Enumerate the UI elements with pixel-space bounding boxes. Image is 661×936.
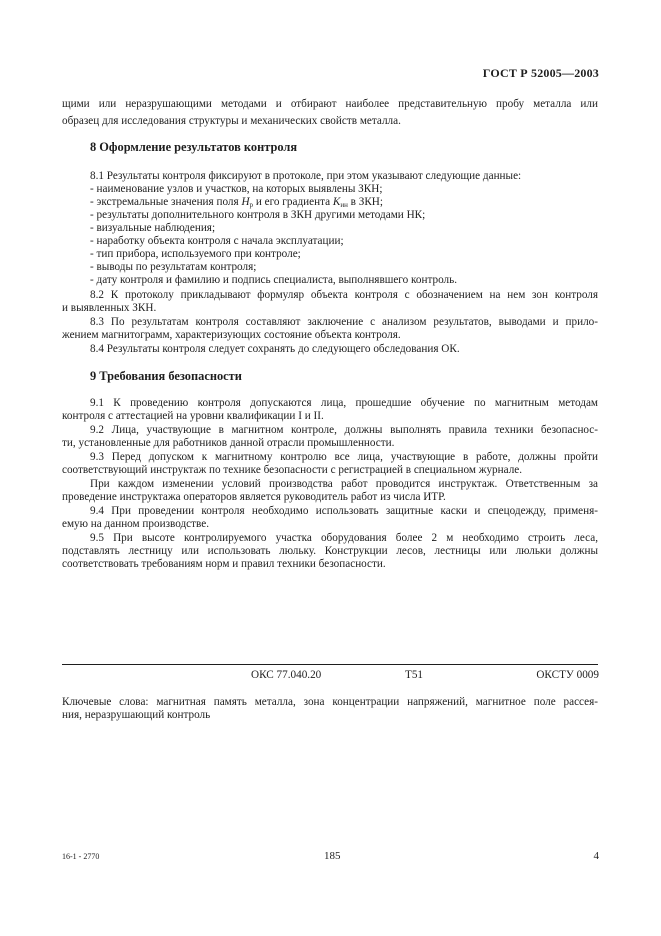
list-item: - наименование узлов и участков, на которых выявлены ЗКН; — [90, 183, 383, 195]
list-item: - результаты дополнительного контроля в ЗКН другими методами НК; — [90, 209, 426, 221]
print-code: 16-1 - 2770 — [62, 852, 100, 861]
body-line: 8.4 Результаты контроля следует сохранять до следующего обследования ОК. — [90, 343, 460, 355]
body-line: 8.1 Результаты контроля фиксируют в протоколе, при этом указывают следующие данные: — [90, 170, 522, 182]
body-line: ти, установленные для работников данной отрасли промышленности. — [62, 437, 395, 449]
body-line: 9.2 Лица, участвующие в магнитном контроле, должны выполнять правила техники безопаснос- — [90, 424, 598, 436]
body-line: 9.5 При высоте контролируемого участка оборудования более 2 м необходимо строить леса, — [90, 532, 598, 544]
body-line: соответствующий инструктаж по технике безопасности с регистрацией в специальном журнале. — [62, 464, 523, 476]
section-9-heading: 9 Требования безопасности — [90, 369, 242, 383]
body-line: емую на данном производстве. — [62, 518, 210, 530]
page-number-center: 185 — [324, 850, 341, 862]
list-item: - дату контроля и фамилию и подпись специалиста, выполнявшего контроль. — [90, 274, 458, 286]
body-line: подставлять лестницу или использовать люльку. Конструкции лесов, лестницы или люльки должны — [62, 545, 598, 557]
list-item: - выводы по результатам контроля; — [90, 261, 257, 273]
page-number-right: 4 — [593, 850, 599, 862]
body-line: 9.4 При проведении контроля необходимо использовать защитные каски и спецодежду, применя- — [90, 505, 598, 517]
body-line: соответствовать требованиям норм и правил техники безопасности. — [62, 558, 386, 570]
list-item: - тип прибора, используемого при контроле; — [90, 248, 301, 260]
list-item: - наработку объекта контроля с начала эксплуатации; — [90, 235, 344, 247]
body-line: образец для исследования структуры и механических свойств металла. — [62, 115, 401, 127]
body-line: 8.2 К протоколу прикладывают формуляр объекта контроля с обозначением на нем зон контроля — [90, 289, 598, 301]
oks-code: ОКС 77.040.20 — [251, 669, 322, 681]
okstu-code: ОКСТУ 0009 — [536, 669, 599, 681]
body-line: 9.3 Перед допуском к магнитному контролю все лица, участвующие в работе, должны пройти — [90, 451, 598, 463]
body-line: контроля с аттестацией на уровни квалификации I и II. — [62, 410, 324, 422]
classifier-code: Т51 — [405, 669, 424, 681]
body-line: жением магнитограмм, характеризующих состояние объекта контроля. — [62, 329, 401, 341]
body-line: и выявленных ЗКН. — [62, 302, 157, 314]
list-item: - экстремальные значения поля $H_p$ и его градиента $K_{ин}$ в ЗКН; — [90, 196, 383, 209]
body-line: щими или неразрушающими методами и отбирают наиболее представительную пробу металла или — [62, 98, 598, 110]
body-line: 9.1 К проведению контроля допускаются лица, прошедшие обучение по магнитным методам — [90, 397, 598, 409]
body-line: проведение инструктажа операторов является руководитель работ из числа ИТР. — [62, 491, 446, 503]
keywords-line: Ключевые слова: магнитная память металла, зона концентрации напряжений, магнитное поле рассея- — [62, 696, 598, 708]
body-line: 8.3 По результатам контроля составляют заключение с анализом результатов, выводами и прило- — [90, 316, 598, 328]
divider-rule — [62, 664, 598, 665]
body-line: При каждом изменении условий производства работ проводится инструктаж. Ответственным за — [90, 478, 598, 490]
keywords-line: ния, неразрушающий контроль — [62, 709, 211, 721]
section-8-heading: 8 Оформление результатов контроля — [90, 140, 298, 154]
document-id: ГОСТ Р 52005—2003 — [482, 66, 599, 80]
list-item: - визуальные наблюдения; — [90, 222, 216, 234]
